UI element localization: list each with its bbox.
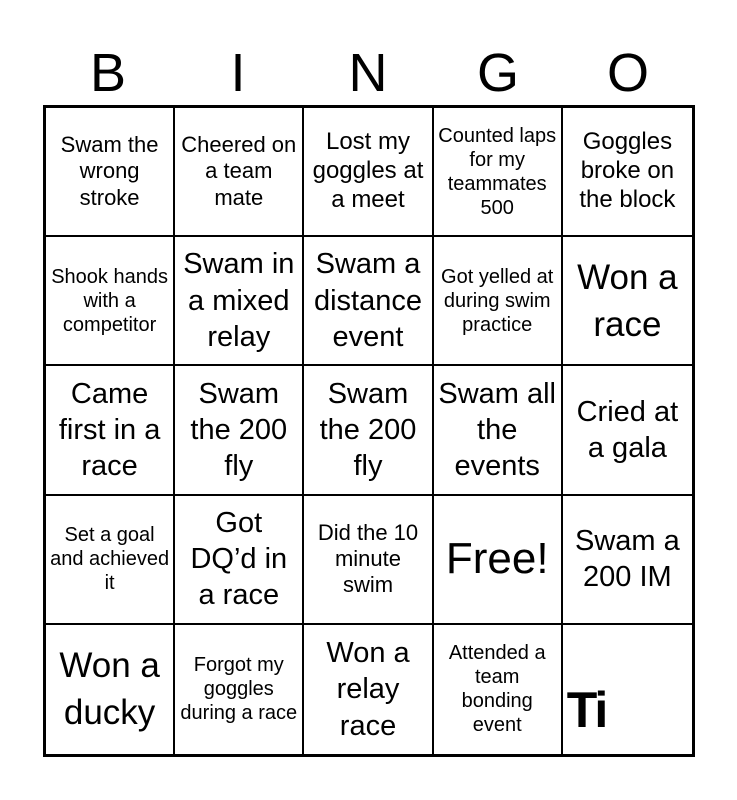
bingo-cell[interactable] [304,108,433,237]
bingo-cell[interactable] [304,366,433,495]
bingo-cell[interactable] [304,625,433,754]
header-letter-g: G [476,43,519,103]
bingo-cell[interactable] [46,625,175,754]
header-letter-n: N [348,43,388,103]
header-letter-i: I [230,43,246,103]
bingo-cell[interactable] [434,237,563,366]
bingo-cell[interactable] [434,108,563,237]
bingo-cell[interactable] [46,237,175,366]
bingo-cell[interactable] [304,237,433,366]
bingo-cell-text: Swam in a mixed relay [183,248,295,353]
bingo-cell-text: Came first in a race [58,377,161,483]
free-space-label: Free! [445,533,549,583]
bingo-header [43,40,695,106]
bingo-grid [43,105,695,757]
header-letter-b: B [89,43,127,103]
bingo-cell-text: Cried at a gala [576,395,679,464]
bingo-cell[interactable] [563,237,692,366]
bingo-cell-text: Got DQ’d in a race [190,506,288,612]
bingo-cell-text: Cheered on a team mate [181,132,297,210]
bingo-cell-text: Shook hands with a competitor [51,265,168,336]
bingo-cell-text: Won a relay race [326,637,410,742]
bingo-cell-text: Won a ducky [59,646,160,733]
bingo-cell-text: Swam a distance event [313,248,422,353]
bingo-cell[interactable] [46,496,175,625]
bingo-cell[interactable] [563,366,692,495]
bingo-cell-text: Forgot my goggles during a race [180,654,298,725]
bingo-cell-text: Set a goal and achieved it [50,524,170,595]
bingo-cell-logo [563,625,692,754]
bingo-cell[interactable] [175,108,304,237]
bingo-cell-text: Lost my goggles at a meet [312,128,424,213]
bingo-cell[interactable] [563,496,692,625]
bingo-cell[interactable] [434,366,563,495]
bingo-cell[interactable] [434,496,563,625]
bingo-cell[interactable] [175,237,304,366]
bingo-cell-text: Got yelled at during swim practice [441,265,554,336]
bingo-cell[interactable] [46,366,175,495]
bingo-cell-text: Won a race [577,257,678,344]
bingo-cell-text: Swam a 200 IM [575,524,680,594]
bingo-cell[interactable] [175,496,304,625]
bingo-cell[interactable] [434,625,563,754]
brand-logo: Ti [566,681,607,738]
bingo-cell-text: Swam all the events [438,377,557,483]
bingo-cell[interactable] [175,625,304,754]
bingo-cell-text: Swam the wrong stroke [60,132,159,210]
bingo-cell-text: Did the 10 minute swim [317,519,419,598]
bingo-cell[interactable] [304,496,433,625]
bingo-cell-text: Counted laps for my teammates 500 [438,124,557,219]
bingo-cell[interactable] [46,108,175,237]
bingo-cell-text: Goggles broke on the block [579,128,676,213]
header-letter-o: O [606,43,649,103]
bingo-cell[interactable] [175,366,304,495]
bingo-cell-text: Swam the 200 fly [319,377,417,483]
bingo-cell-text: Swam the 200 fly [190,377,288,483]
bingo-cell-text: Attended a team bonding event [448,642,546,737]
bingo-cell[interactable] [563,108,692,237]
